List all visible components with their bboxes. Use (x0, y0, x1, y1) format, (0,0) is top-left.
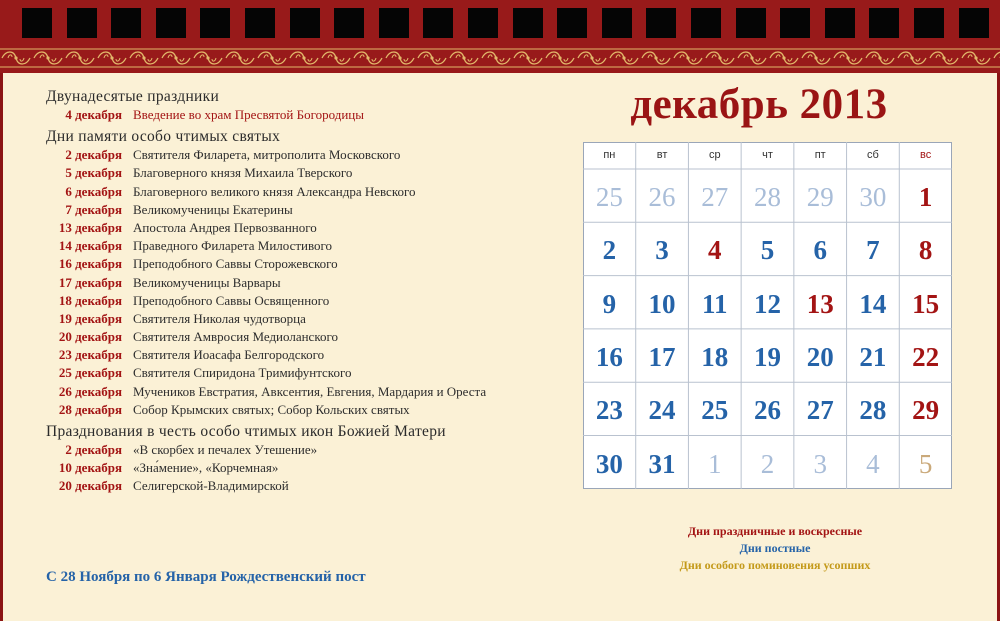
decorative-hole (914, 8, 944, 38)
item-text: Преподобного Саввы Освященного (133, 292, 330, 308)
item-text: Введение во храм Пресвятой Богородицы (133, 107, 364, 122)
item-date: 19 декабря (58, 310, 122, 326)
calendar-day: 3 (813, 448, 827, 479)
calendar-day: 5 (918, 448, 933, 479)
item-text: Святителя Филарета, митрополита Московского (133, 147, 401, 163)
list-item (46, 383, 586, 401)
decorative-hole (423, 8, 453, 38)
month-title: декабрь 2013 (630, 81, 888, 128)
calendar-day: 2 (760, 448, 775, 479)
section-title: Празднования в честь особо чтимых икон Божией Матери (46, 423, 446, 440)
legend-holidays: Дни праздничные и воскресные (687, 524, 863, 538)
fast-note: С 28 Ноября по 6 Января Рождественский пост (46, 569, 366, 585)
calendar-day: 8 (918, 235, 933, 266)
calendar-day: 19 (753, 341, 781, 372)
calendar-day: 27 (806, 395, 834, 426)
list-item (46, 237, 586, 255)
item-date: 26 декабря (58, 383, 122, 399)
decorative-hole (334, 8, 364, 38)
list-item (46, 441, 586, 459)
item-date: 14 декабря (58, 238, 122, 254)
decorative-hole (646, 8, 676, 38)
decorative-hole (379, 8, 409, 38)
item-date: 20 декабря (58, 478, 122, 494)
weekday-header: пн (603, 149, 616, 161)
ornament-border (0, 48, 1000, 68)
calendar-day: 13 (806, 288, 834, 319)
calendar-day: 31 (648, 448, 676, 479)
item-date: 23 декабря (58, 347, 122, 363)
decorative-hole (22, 8, 52, 38)
section-title: Дни памяти особо чтимых святых (46, 128, 281, 146)
header-banner (0, 0, 1000, 73)
weekday-header: ср (708, 149, 721, 161)
calendar-day: 26 (648, 182, 676, 212)
item-text: Великомученицы Екатерины (133, 201, 293, 217)
decorative-hole (245, 8, 275, 38)
calendar-day: 11 (702, 288, 728, 319)
item-date: 4 декабря (65, 107, 122, 122)
item-text: Селигерской-Владимирской (133, 478, 289, 494)
decorative-hole (513, 8, 543, 38)
item-text: Собор Крымских святых; Собор Кольских святых (133, 401, 410, 417)
item-text: Великомученицы Варвары (133, 274, 281, 290)
item-date: 18 декабря (58, 292, 122, 308)
decorative-hole (869, 8, 899, 38)
decorative-hole (780, 8, 810, 38)
item-date: 2 декабря (65, 442, 122, 457)
list-item (46, 364, 586, 382)
list-item (46, 255, 586, 273)
item-date: 17 декабря (58, 274, 122, 290)
list-item (46, 477, 586, 495)
item-date: 20 декабря (58, 329, 122, 345)
weekday-header: чт (762, 149, 773, 161)
calendar-day: 1 (708, 448, 722, 479)
section-title: Двунадесятые праздники (46, 88, 220, 105)
decorative-hole (111, 8, 141, 38)
list-item (46, 346, 586, 364)
calendar-day: 22 (912, 341, 940, 372)
calendar-day: 29 (912, 395, 940, 426)
calendar-day: 4 (866, 448, 880, 479)
decorative-hole (691, 8, 721, 38)
calendar-day: 20 (806, 341, 834, 372)
item-text: Мучеников Евстратия, Авксентия, Евгения, Мардария и Ореста (133, 383, 487, 399)
calendar-day: 29 (806, 182, 834, 212)
decorative-hole (67, 8, 97, 38)
item-date: 25 декабря (58, 365, 122, 381)
calendar-day: 6 (813, 235, 827, 266)
calendar-day: 26 (753, 395, 781, 426)
weekday-header: вт (656, 149, 668, 161)
calendar-day: 9 (602, 288, 617, 319)
list-item (46, 459, 586, 477)
decorative-hole (959, 8, 989, 38)
weekday-header: пт (814, 149, 826, 161)
item-text: Святителя Николая чудотворца (133, 310, 306, 326)
item-text: Преподобного Саввы Сторожевского (133, 256, 338, 272)
item-text: «Зна́мение», «Корчемная» (133, 460, 279, 476)
list-item (46, 106, 586, 124)
decorative-hole (156, 8, 186, 38)
item-text: «В скорбех и печалех Утешение» (133, 442, 318, 457)
calendar-day: 18 (701, 341, 729, 372)
weekday-header: сб (867, 149, 879, 161)
list-item (46, 164, 586, 182)
calendar-day: 28 (859, 395, 887, 426)
item-text: Праведного Филарета Милостивого (133, 238, 333, 254)
calendar-day: 23 (595, 395, 623, 426)
decorative-holes (0, 8, 1000, 38)
decorative-hole (468, 8, 498, 38)
list-item (46, 292, 586, 310)
item-date: 2 декабря (65, 147, 122, 163)
calendar-day: 25 (595, 182, 623, 212)
item-date: 10 декабря (58, 460, 122, 476)
list-item (46, 401, 586, 419)
item-text: Апостола Андрея Первозванного (133, 219, 317, 235)
calendar-day: 27 (701, 182, 729, 212)
item-text: Святителя Спиридона Тримифунтского (133, 365, 352, 381)
item-date: 6 декабря (65, 183, 122, 199)
legend-remembrance: Дни особого поминовения усопших (679, 558, 871, 572)
calendar-day: 14 (859, 288, 887, 319)
calendar-day: 4 (708, 235, 722, 266)
calendar-day: 5 (760, 235, 775, 266)
list-item (46, 146, 586, 164)
list-item (46, 183, 586, 201)
decorative-hole (290, 8, 320, 38)
decorative-hole (602, 8, 632, 38)
decorative-hole (200, 8, 230, 38)
calendar-day: 30 (859, 182, 887, 212)
item-text: Благоверного великого князя Александра Невского (133, 183, 416, 199)
calendar-day: 12 (753, 288, 781, 319)
calendar-day: 21 (859, 341, 887, 372)
list-item (46, 274, 586, 292)
calendar-day: 30 (595, 448, 623, 479)
item-date: 16 декабря (58, 256, 122, 272)
calendar-day: 1 (918, 182, 933, 212)
calendar-day: 25 (701, 395, 729, 426)
item-text: Святителя Иоасафа Белгородского (133, 347, 325, 363)
calendar-day: 16 (595, 341, 623, 372)
calendar-day: 10 (648, 288, 676, 319)
item-date: 28 декабря (58, 401, 122, 417)
list-item (46, 201, 586, 219)
decorative-hole (736, 8, 766, 38)
calendar-day: 7 (866, 235, 880, 266)
item-date: 13 декабря (58, 219, 122, 235)
list-item (46, 219, 586, 237)
calendar-day: 3 (655, 235, 669, 266)
holidays-list (46, 88, 586, 496)
item-text: Святителя Амвросия Медиоланского (133, 329, 338, 345)
calendar-day: 24 (648, 395, 676, 426)
decorative-hole (825, 8, 855, 38)
calendar-day: 15 (912, 288, 940, 319)
calendar-day: 2 (602, 235, 617, 266)
legend-fasting: Дни постные (739, 541, 811, 555)
item-date: 7 декабря (65, 201, 122, 217)
item-date: 5 декабря (65, 165, 122, 181)
weekday-header: вс (920, 149, 932, 161)
calendar-day: 17 (648, 341, 676, 372)
calendar-day: 28 (753, 182, 781, 212)
item-text: Благоверного князя Михаила Тверского (133, 165, 353, 181)
calendar-grid (583, 142, 952, 489)
list-item (46, 328, 586, 346)
decorative-hole (557, 8, 587, 38)
list-item (46, 310, 586, 328)
